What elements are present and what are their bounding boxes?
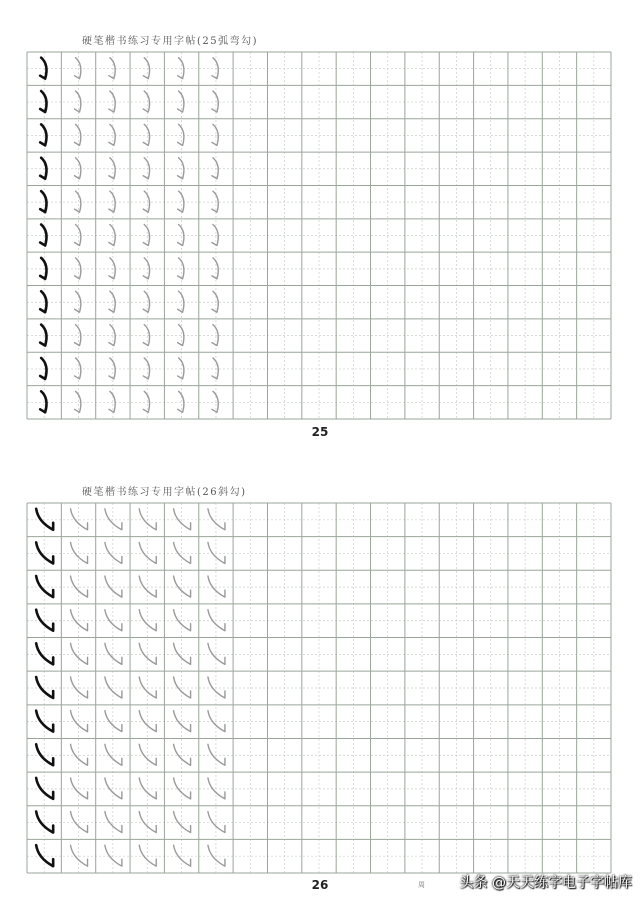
- wangou-stroke: [75, 124, 81, 145]
- footer-text: 周: [418, 881, 425, 889]
- xiegou-stroke: [71, 509, 88, 530]
- wangou-stroke: [212, 158, 218, 179]
- wangou-stroke: [75, 225, 81, 246]
- wangou-stroke: [178, 391, 184, 412]
- wangou-stroke: [109, 124, 115, 145]
- xiegou-stroke: [139, 711, 156, 732]
- xiegou-stroke: [174, 542, 191, 563]
- xiegou-stroke: [36, 812, 53, 833]
- sheet-title: 硬笔楷书练习专用字帖(26斜勾): [82, 487, 247, 498]
- xiegou-stroke: [105, 576, 122, 597]
- wangou-stroke: [212, 91, 218, 112]
- xiegou-stroke: [208, 610, 225, 631]
- wangou-stroke: [40, 225, 46, 246]
- wangou-stroke: [143, 124, 149, 145]
- wangou-stroke: [109, 158, 115, 179]
- xiegou-stroke: [174, 744, 191, 765]
- grid-sheet-2: [27, 503, 611, 873]
- xiegou-stroke: [105, 509, 122, 530]
- xiegou-stroke: [105, 610, 122, 631]
- page-number: 26: [311, 878, 329, 892]
- xiegou-stroke: [139, 744, 156, 765]
- xiegou-stroke: [36, 610, 53, 631]
- xiegou-stroke: [174, 812, 191, 833]
- wangou-stroke: [178, 91, 184, 112]
- wangou-stroke: [109, 58, 115, 79]
- xiegou-stroke: [208, 744, 225, 765]
- wangou-stroke: [178, 291, 184, 312]
- xiegou-stroke: [105, 744, 122, 765]
- xiegou-stroke: [174, 610, 191, 631]
- page-number: 25: [311, 425, 329, 439]
- wangou-stroke: [40, 291, 46, 312]
- xiegou-stroke: [36, 845, 53, 866]
- wangou-stroke: [75, 391, 81, 412]
- wangou-stroke: [178, 258, 184, 279]
- xiegou-stroke: [105, 845, 122, 866]
- xiegou-stroke: [139, 643, 156, 664]
- wangou-stroke: [212, 325, 218, 346]
- wangou-stroke: [40, 325, 46, 346]
- wangou-stroke: [143, 258, 149, 279]
- wangou-stroke: [40, 191, 46, 212]
- wangou-stroke: [212, 258, 218, 279]
- xiegou-stroke: [208, 677, 225, 698]
- xiegou-stroke: [139, 812, 156, 833]
- xiegou-stroke: [71, 812, 88, 833]
- wangou-stroke: [178, 358, 184, 379]
- wangou-stroke: [212, 291, 218, 312]
- wangou-stroke: [40, 91, 46, 112]
- wangou-stroke: [109, 225, 115, 246]
- wangou-stroke: [212, 58, 218, 79]
- xiegou-stroke: [208, 643, 225, 664]
- wangou-stroke: [178, 158, 184, 179]
- xiegou-stroke: [71, 677, 88, 698]
- wangou-stroke: [75, 58, 81, 79]
- wangou-stroke: [75, 291, 81, 312]
- wangou-stroke: [40, 258, 46, 279]
- xiegou-stroke: [105, 643, 122, 664]
- xiegou-stroke: [105, 778, 122, 799]
- wangou-stroke: [178, 225, 184, 246]
- xiegou-stroke: [36, 509, 53, 530]
- wangou-stroke: [212, 124, 218, 145]
- xiegou-stroke: [36, 643, 53, 664]
- wangou-stroke: [109, 291, 115, 312]
- xiegou-stroke: [36, 576, 53, 597]
- xiegou-stroke: [174, 711, 191, 732]
- wangou-stroke: [143, 58, 149, 79]
- xiegou-stroke: [174, 643, 191, 664]
- wangou-stroke: [143, 158, 149, 179]
- xiegou-stroke: [105, 711, 122, 732]
- xiegou-stroke: [208, 576, 225, 597]
- xiegou-stroke: [105, 542, 122, 563]
- watermark[interactable]: 头条 @天天练字电子字帖库: [459, 875, 632, 891]
- xiegou-stroke: [139, 509, 156, 530]
- xiegou-stroke: [139, 778, 156, 799]
- wangou-stroke: [109, 391, 115, 412]
- wangou-stroke: [75, 258, 81, 279]
- xiegou-stroke: [139, 677, 156, 698]
- xiegou-stroke: [71, 610, 88, 631]
- xiegou-stroke: [36, 542, 53, 563]
- wangou-stroke: [109, 191, 115, 212]
- xiegou-stroke: [71, 711, 88, 732]
- xiegou-stroke: [71, 576, 88, 597]
- wangou-stroke: [178, 325, 184, 346]
- xiegou-stroke: [174, 509, 191, 530]
- xiegou-stroke: [208, 509, 225, 530]
- wangou-stroke: [75, 91, 81, 112]
- xiegou-stroke: [174, 845, 191, 866]
- wangou-stroke: [178, 191, 184, 212]
- wangou-stroke: [75, 191, 81, 212]
- xiegou-stroke: [139, 576, 156, 597]
- wangou-stroke: [109, 358, 115, 379]
- wangou-stroke: [143, 225, 149, 246]
- wangou-stroke: [109, 325, 115, 346]
- wangou-stroke: [75, 158, 81, 179]
- xiegou-stroke: [208, 778, 225, 799]
- wangou-stroke: [143, 91, 149, 112]
- wangou-stroke: [109, 258, 115, 279]
- wangou-stroke: [178, 124, 184, 145]
- xiegou-stroke: [71, 643, 88, 664]
- wangou-stroke: [143, 191, 149, 212]
- xiegou-stroke: [208, 711, 225, 732]
- xiegou-stroke: [139, 845, 156, 866]
- xiegou-stroke: [36, 711, 53, 732]
- wangou-stroke: [212, 225, 218, 246]
- wangou-stroke: [212, 191, 218, 212]
- wangou-stroke: [75, 358, 81, 379]
- xiegou-stroke: [71, 778, 88, 799]
- wangou-stroke: [143, 358, 149, 379]
- xiegou-stroke: [208, 542, 225, 563]
- wangou-stroke: [40, 124, 46, 145]
- xiegou-stroke: [208, 845, 225, 866]
- wangou-stroke: [40, 158, 46, 179]
- xiegou-stroke: [208, 812, 225, 833]
- xiegou-stroke: [174, 778, 191, 799]
- wangou-stroke: [143, 291, 149, 312]
- xiegou-stroke: [36, 677, 53, 698]
- wangou-stroke: [178, 58, 184, 79]
- wangou-stroke: [75, 325, 81, 346]
- grid-sheet-1: [27, 52, 611, 419]
- xiegou-stroke: [36, 778, 53, 799]
- xiegou-stroke: [36, 744, 53, 765]
- wangou-stroke: [40, 358, 46, 379]
- xiegou-stroke: [174, 677, 191, 698]
- wangou-stroke: [109, 91, 115, 112]
- xiegou-stroke: [105, 812, 122, 833]
- wangou-stroke: [212, 358, 218, 379]
- wangou-stroke: [40, 391, 46, 412]
- xiegou-stroke: [71, 744, 88, 765]
- xiegou-stroke: [139, 542, 156, 563]
- wangou-stroke: [143, 325, 149, 346]
- xiegou-stroke: [139, 610, 156, 631]
- xiegou-stroke: [105, 677, 122, 698]
- wangou-stroke: [40, 58, 46, 79]
- xiegou-stroke: [71, 542, 88, 563]
- xiegou-stroke: [174, 576, 191, 597]
- xiegou-stroke: [71, 845, 88, 866]
- sheet-title: 硬笔楷书练习专用字帖(25弧弯勾): [82, 36, 259, 47]
- wangou-stroke: [212, 391, 218, 412]
- wangou-stroke: [143, 391, 149, 412]
